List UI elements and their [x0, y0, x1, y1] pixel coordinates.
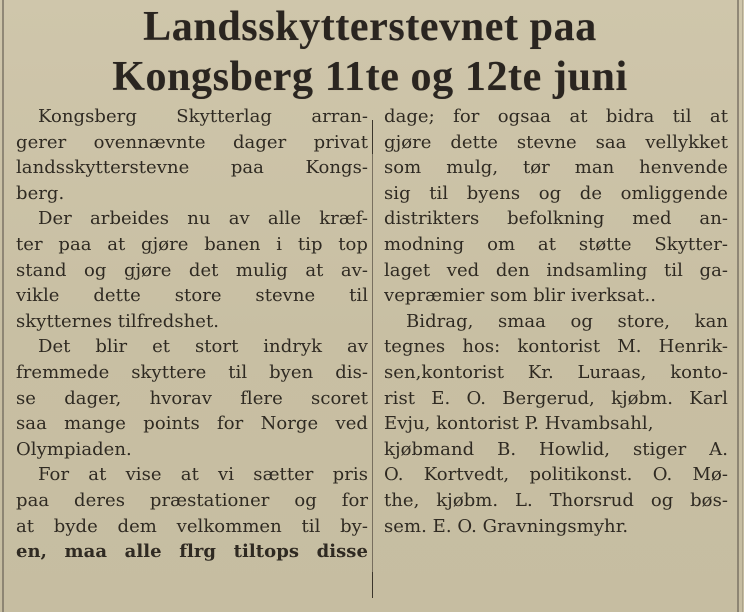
text-line: the, kjøbm. L. Thorsrud og bøs-	[384, 489, 728, 511]
text-line: sig til byens og de omliggende	[384, 182, 728, 204]
text-line: O. Kortvedt, politikonst. O. Mø-	[384, 464, 728, 486]
text-line: tegnes hos: kontorist M. Henrik-	[384, 336, 728, 358]
article-column-right	[384, 104, 728, 539]
text-line: sen,kontorist Kr. Luraas, konto-	[384, 361, 728, 383]
text-line: paa deres præstationer og for	[16, 489, 368, 511]
text-line: Det blir et stort indryk av	[38, 336, 368, 358]
text-line: gerer ovennævnte dager privat	[16, 131, 368, 153]
text-line: vikle dette store stevne til	[16, 285, 368, 307]
article-column-left	[16, 104, 368, 565]
headline-line-1: Landsskytterstevnet paa	[143, 4, 597, 50]
text-line: vepræmier som blir iverksat..	[384, 285, 657, 307]
column-divider-top-mark	[372, 120, 373, 154]
text-line: skytternes tilfredshet.	[16, 310, 220, 332]
text-line: landsskytterstevne paa Kongs-	[16, 157, 368, 179]
text-line: gjøre dette stevne saa vellykket	[384, 131, 728, 153]
text-line: laget ved den indsamling til ga-	[384, 259, 728, 281]
column-divider-bottom-mark	[372, 572, 373, 598]
text-line: som mulg, tør man henvende	[384, 157, 728, 179]
article-headline	[10, 2, 730, 102]
text-line: Bidrag, smaa og store, kan	[406, 310, 728, 332]
right-border-rule	[737, 0, 739, 612]
text-line: Evju, kontorist P. Hvambsahl,	[384, 413, 654, 435]
text-line: rist E. O. Bergerud, kjøbm. Karl	[384, 387, 728, 409]
text-line: Olympiaden.	[16, 438, 132, 460]
text-line: stand og gjøre det mulig at av-	[16, 259, 368, 281]
text-line: at byde dem velkommen til by-	[16, 515, 368, 537]
text-line: distrikters befolkning med an-	[384, 208, 728, 230]
text-line: saa mange points for Norge ved	[16, 413, 368, 435]
text-line: kjøbmand B. Howlid, stiger A.	[384, 438, 728, 460]
text-line: berg.	[16, 182, 65, 204]
text-line: For at vise at vi sætter pris	[38, 464, 368, 486]
text-line: se dager, hvorav flere scoret	[16, 387, 368, 409]
text-line: ter paa at gjøre banen i tip top	[16, 233, 368, 255]
text-line: dage; for ogsaa at bidra til at	[384, 106, 728, 127]
text-line: modning om at støtte Skytter-	[384, 233, 728, 255]
text-line: sem. E. O. Gravningsmyhr.	[384, 515, 629, 537]
text-line: fremmede skyttere til byen dis-	[16, 361, 368, 383]
text-line: en, maa alle flrg tiltops disse	[16, 541, 368, 563]
column-divider	[372, 120, 373, 598]
headline-line-2: Kongsberg 11te og 12te juni	[112, 54, 628, 100]
right-outer-rule	[742, 0, 743, 612]
text-line: Kongsberg Skytterlag arran-	[38, 106, 368, 127]
left-border-rule	[2, 0, 4, 612]
text-line: Der arbeides nu av alle kræf-	[38, 208, 368, 230]
